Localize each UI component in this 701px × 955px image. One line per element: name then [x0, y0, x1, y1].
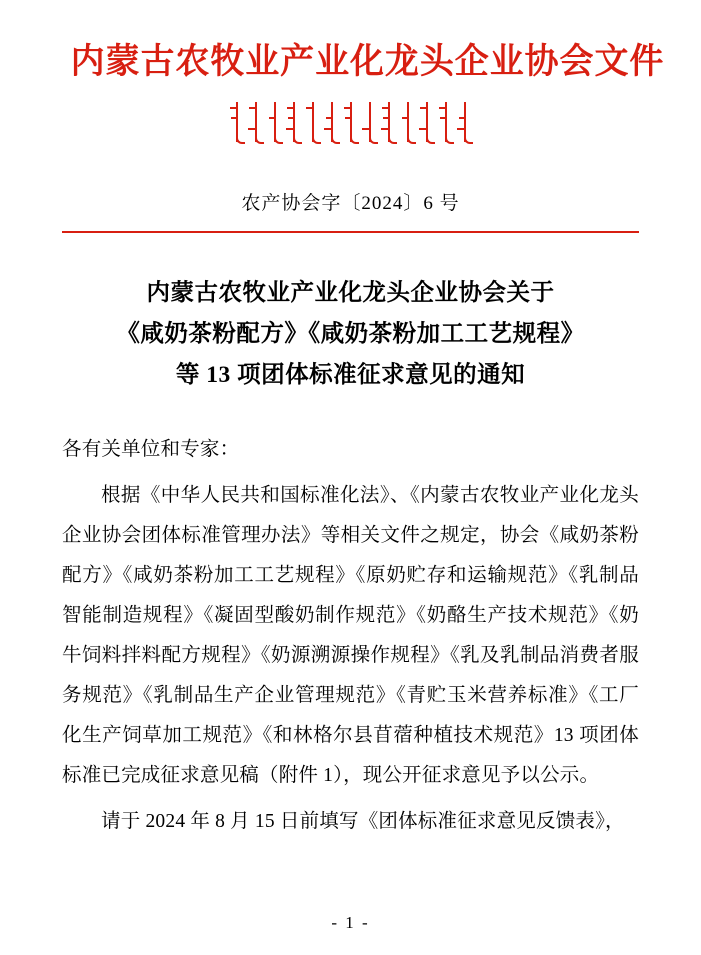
mongolian-glyph [270, 100, 280, 144]
mongolian-glyph [346, 100, 356, 144]
mongolian-glyph [251, 100, 261, 144]
mongolian-glyph [365, 100, 375, 144]
document-body [62, 430, 639, 842]
body-paragraph-1: 根据《中华人民共和国标准化法》、《内蒙古农牧业产业化龙头企业协会团体标准管理办法》等相关文件之规定，协会《咸奶茶粉配方》《咸奶茶粉加工工艺规程》《原奶贮存和运输规范》《乳制品智能制造规程》《凝固型酸奶制作规范》《奶酪生产技术规范》《奶牛饲料拌料配方规程》《奶源溯源操作规程》《乳及乳制品消费者服务规范》《乳制品生产企业管理规范》《青贮玉米营养标准》《工厂化生产饲草加工规范》《和林格尔县苜蓿种植技术规范》13 项团体标准已完成征求意见稿（附件 1），现公开征求意见予以公示。 [62, 485, 639, 786]
mongolian-glyph [308, 100, 318, 144]
salutation: 各有关单位和专家： [62, 439, 240, 461]
mongolian-glyph [232, 100, 242, 144]
document-title [62, 273, 639, 396]
mongolian-glyph [441, 100, 451, 144]
title-line-3: 等 13 项团体标准征求意见的通知 [175, 362, 526, 388]
mongolian-glyph [289, 100, 299, 144]
mongolian-glyph [460, 100, 470, 144]
mongolian-glyph [384, 100, 394, 144]
page-number-footer: - 1 - [331, 913, 370, 932]
mongolian-script-band [62, 100, 639, 146]
title-line-1: 内蒙古农牧业产业化龙头企业协会关于 [146, 279, 555, 306]
title-line-2: 《咸奶茶粉配方》《咸奶茶粉加工工艺规程》 [116, 320, 585, 347]
mongolian-glyph [403, 100, 413, 144]
body-paragraph-2: 请于 2024 年 8 月 15 日前填写《团体标准征求意见反馈表》， [101, 810, 625, 832]
masthead [62, 0, 665, 146]
mongolian-glyph [422, 100, 432, 144]
mongolian-glyph [327, 100, 337, 144]
document-number: 农产协会字〔2024〕6 号 [241, 192, 460, 214]
masthead-title: 内蒙古农牧业产业化龙头企业协会文件 [70, 42, 665, 81]
red-divider-rule [62, 231, 639, 233]
